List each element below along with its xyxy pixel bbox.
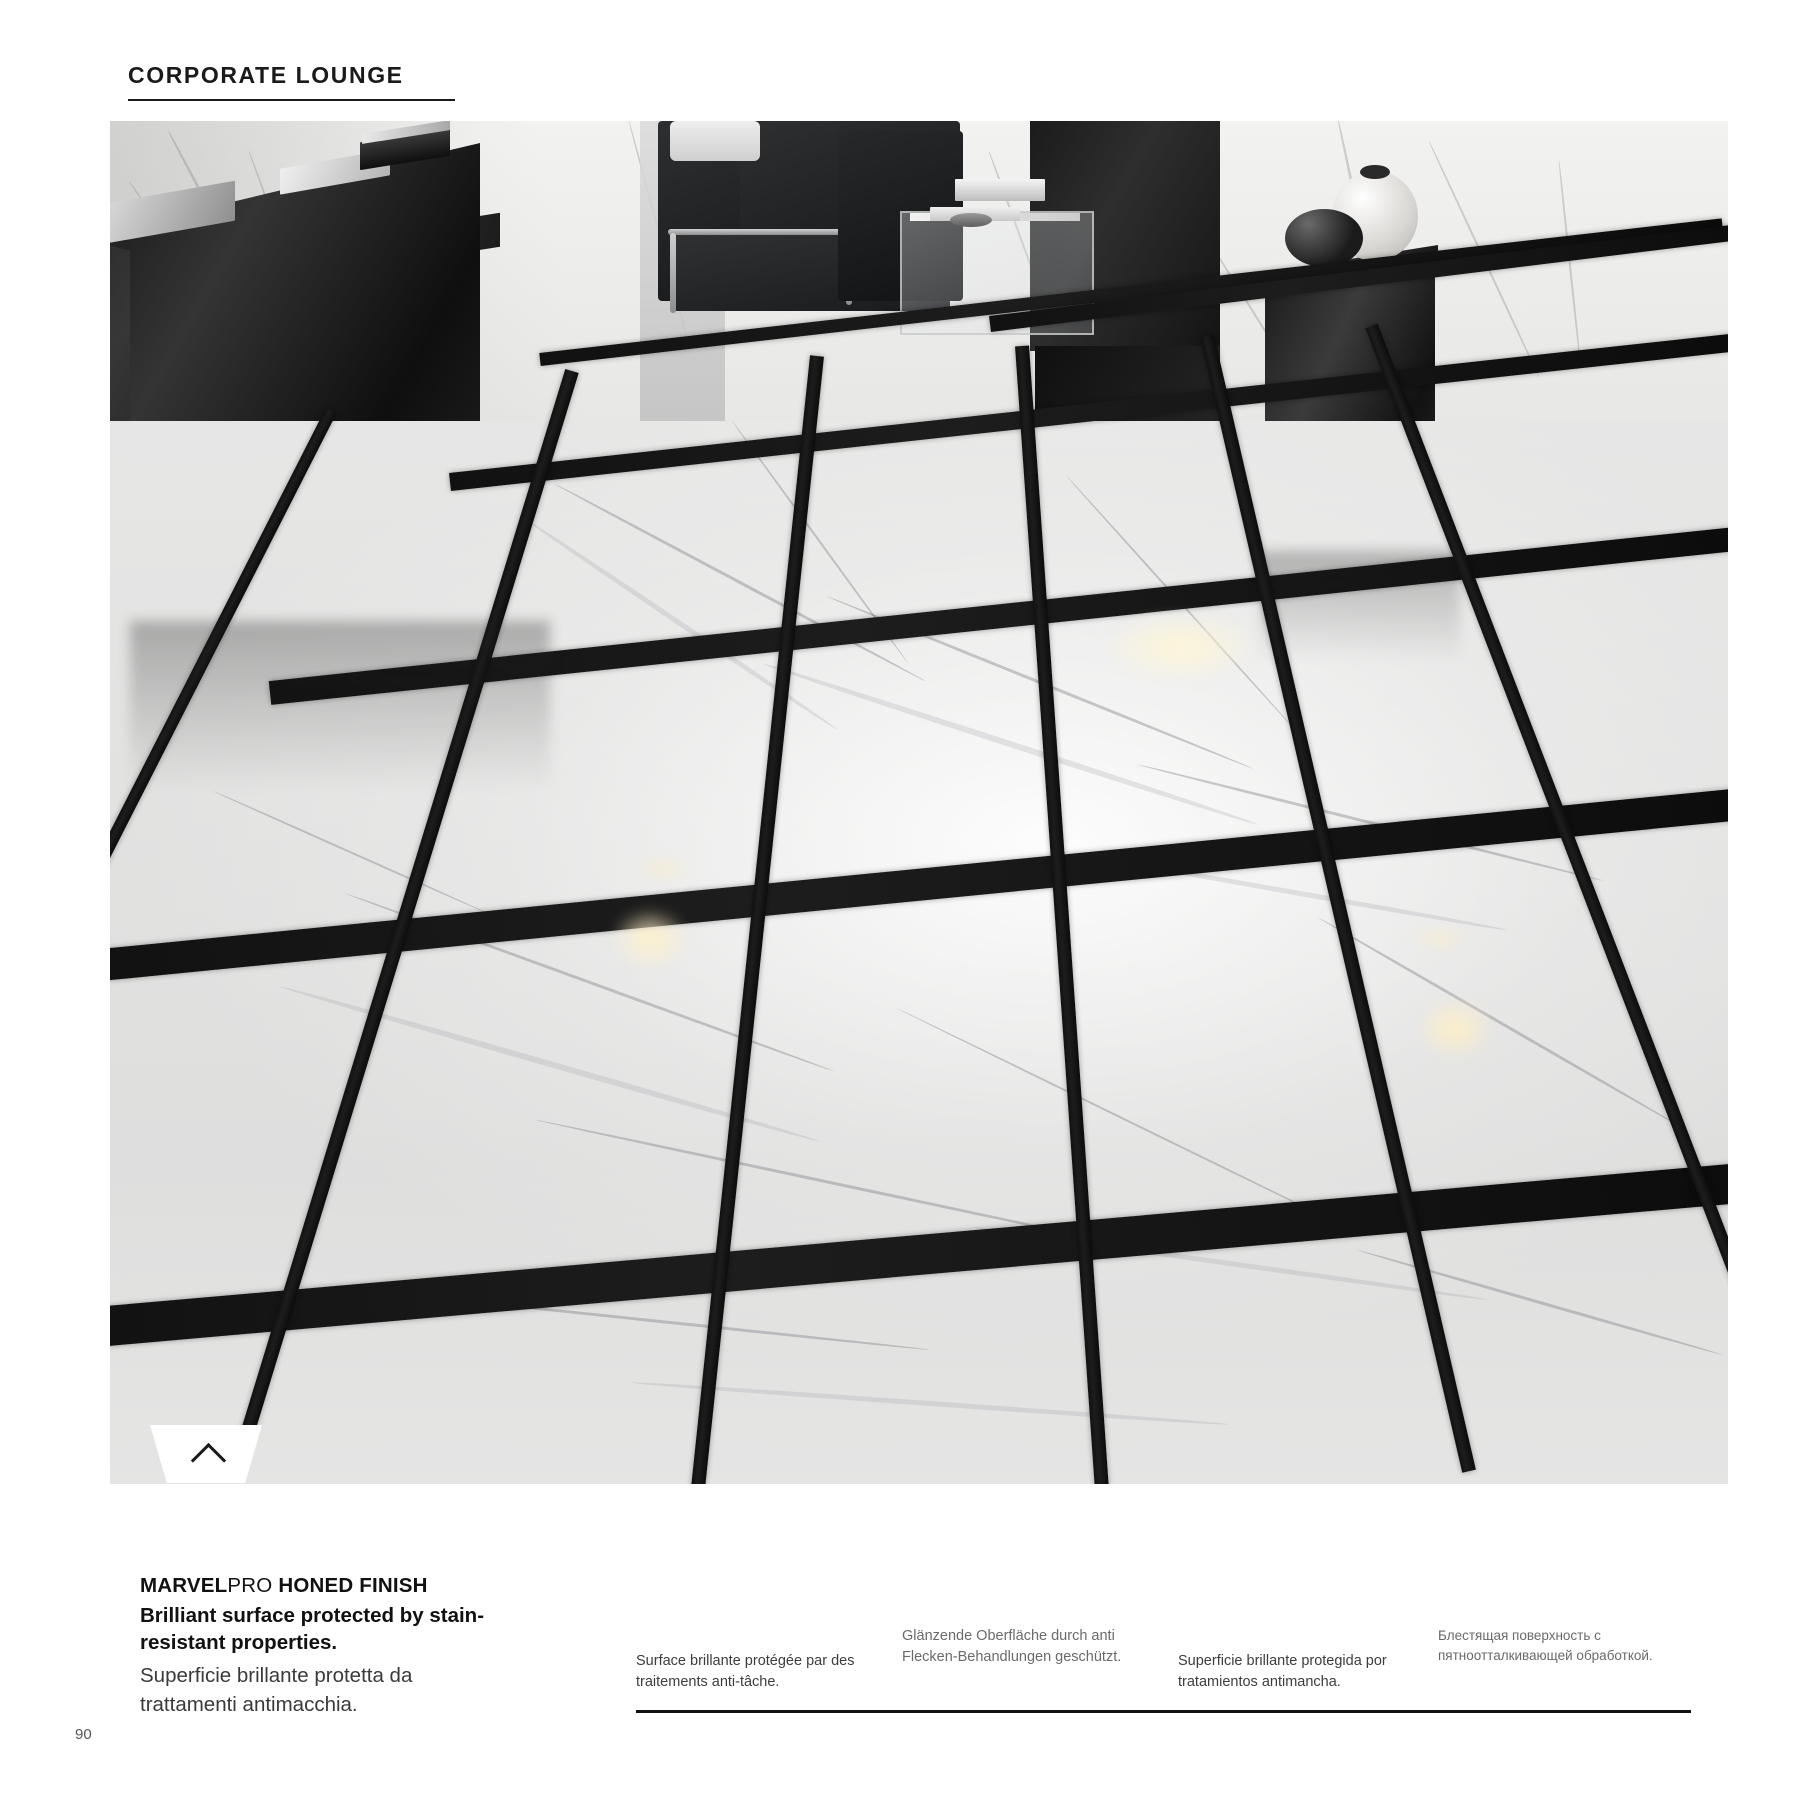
- bowl-on-table: [950, 213, 992, 227]
- black-vase: [1285, 209, 1363, 267]
- page-number: 90: [75, 1726, 92, 1743]
- product-name: [140, 1572, 500, 1600]
- vase-opening: [1360, 165, 1390, 179]
- caption-fr: Surface brillante protégée par des traitements anti-tâche.: [636, 1653, 855, 1691]
- caption-ru: Блестящая поверхность с пятноотталкивающей обработкой.: [1438, 1628, 1653, 1663]
- lounge-photo: [110, 121, 1728, 1484]
- light-reflection-3: [1420, 1001, 1490, 1056]
- headline-it: Superficie brillante protetta da trattamenti antimacchia.: [140, 1664, 413, 1717]
- page-title: CORPORATE LOUNGE: [128, 62, 404, 88]
- finish-label: HONED FINISH: [272, 1574, 428, 1597]
- cushion: [670, 121, 760, 161]
- light-reflection-2: [615, 911, 685, 967]
- armchair-leg-left: [670, 233, 676, 313]
- light-reflection-5: [635, 861, 689, 877]
- caption-es: Superficie brillante protegida por tratamientos antimancha.: [1178, 1653, 1387, 1691]
- headline-en: Brilliant surface protected by stain-resistant properties.: [140, 1603, 485, 1655]
- title-underline: [128, 99, 455, 101]
- caption-main: [140, 1572, 500, 1719]
- light-reflection-4: [1410, 931, 1470, 947]
- light-reflection-1: [1110, 616, 1250, 678]
- photo-content: [110, 121, 1728, 1484]
- caption-underline: [636, 1710, 1691, 1713]
- brand-label: MARVEL: [140, 1574, 228, 1597]
- pedestal-reflection: [1260, 551, 1460, 661]
- magazine-stack-table: [955, 179, 1045, 201]
- brand-suffix-label: PRO: [227, 1574, 273, 1597]
- caption-de: Glänzende Oberfläche durch anti Flecken-Behandlungen geschützt.: [902, 1628, 1122, 1666]
- counter-reflection: [130, 621, 550, 791]
